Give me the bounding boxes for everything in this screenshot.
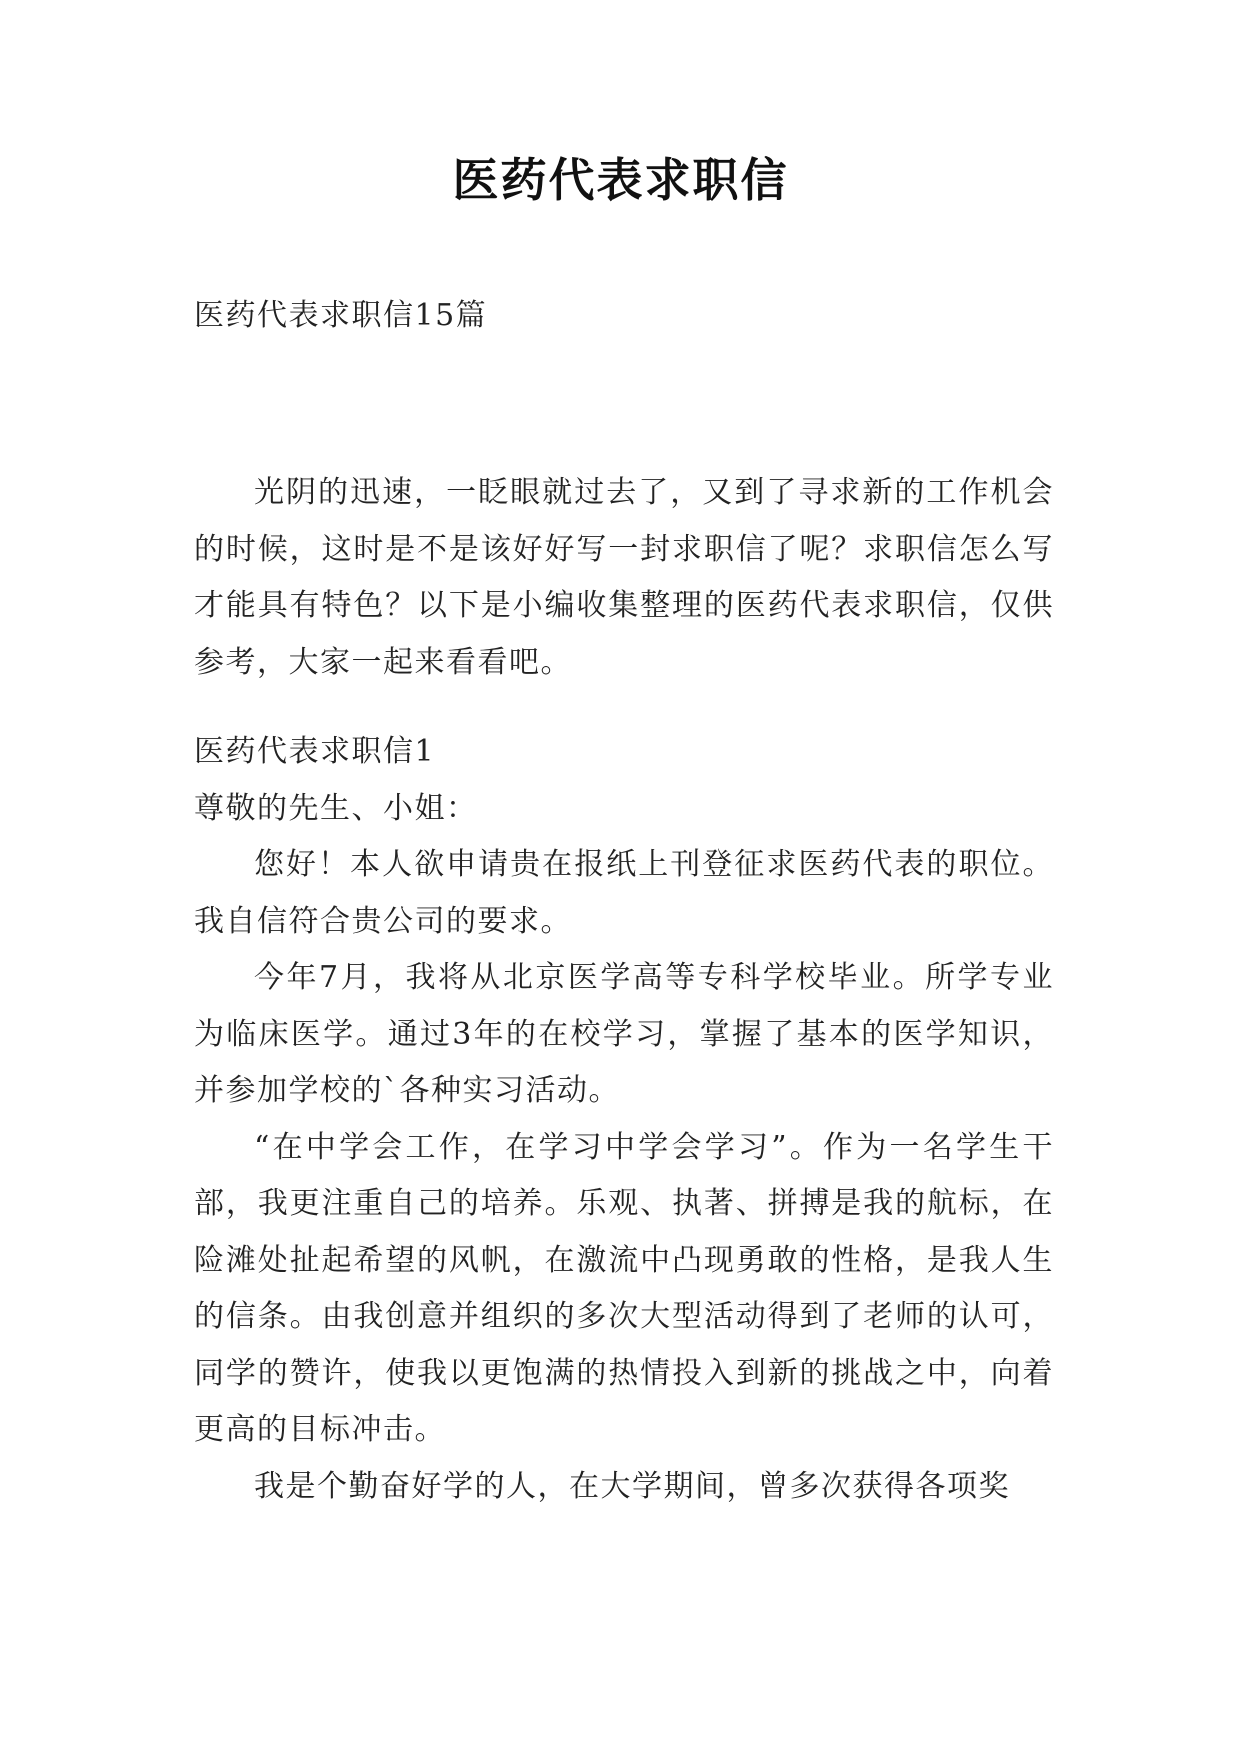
letter-section	[194, 724, 1054, 1515]
document-title: 医药代表求职信	[452, 153, 789, 207]
letter-heading: 医药代表求职信1	[194, 734, 436, 769]
letter-paragraph-2: 今年7月，我将从北京医学高等专科学校毕业。所学专业为临床医学。通过3年的在校学习，掌握了基本的医学知识，并参加学校的`各种实习活动。	[194, 960, 1054, 1108]
intro-paragraph: 光阴的迅速，一眨眼就过去了，又到了寻求新的工作机会的时候，这时是不是该好好写一封求职信了呢？求职信怎么写才能具有特色？以下是小编收集整理的医药代表求职信，仅供参考，大家一起来看看吧。	[194, 475, 1054, 680]
intro-section	[194, 465, 1054, 691]
letter-paragraph-4: 我是个勤奋好学的人，在大学期间，曾多次获得各项奖	[254, 1468, 1010, 1504]
letter-paragraph-3: “在中学会工作，在学习中学会学习”。作为一名学生干部，我更注重自己的培养。乐观、执著、拼搏是我的航标，在险滩处扯起希望的风帆，在激流中凸现勇敢的性格，是我人生的信条。由我创意并组织的多次大型活动得到了老师的认可，同学的赞许，使我以更饱满的热情投入到新的挑战之中，向着更高的目标冲击。	[194, 1129, 1054, 1447]
letter-salutation: 尊敬的先生、小姐：	[194, 790, 478, 826]
subtitle-text: 医药代表求职信15篇	[194, 298, 488, 333]
document-subtitle	[194, 288, 1054, 344]
letter-paragraph-1: 您好！本人欲申请贵在报纸上刊登征求医药代表的职位。我自信符合贵公司的要求。	[194, 847, 1054, 939]
